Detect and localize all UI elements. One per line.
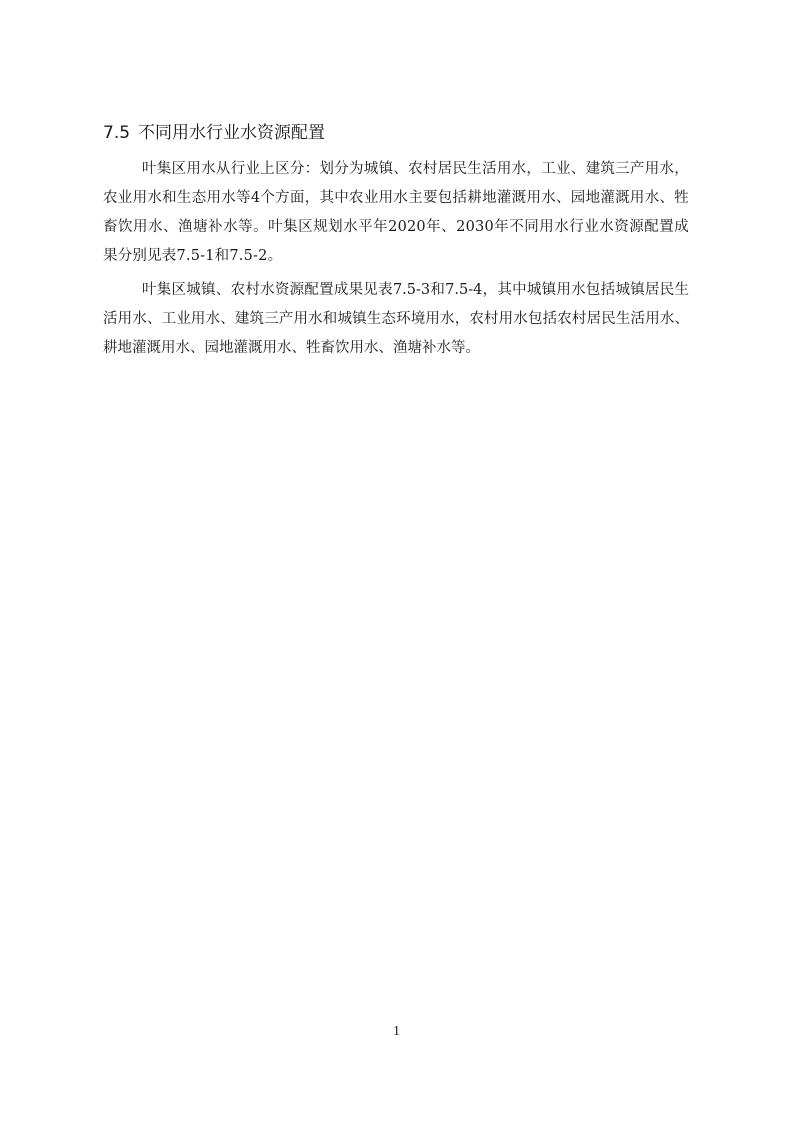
- page-number: 1: [393, 1024, 400, 1039]
- section-heading: [103, 121, 325, 145]
- body-paragraph-2: 叶集区城镇、农村水资源配置成果见表7.5-3和7.5-4，其中城镇用水包括城镇居民生活用水、工业用水、建筑三产用水和城镇生态环境用水，农村用水包括农村居民生活用水、耕地灌溉用水、园地灌溉用水、牲畜饮用水、渔塘补水等。: [103, 282, 689, 356]
- section-title: 不同用水行业水资源配置: [138, 123, 326, 143]
- body-paragraph-1: 叶集区用水从行业上区分：划分为城镇、农村居民生活用水，工业、建筑三产用水，农业用水和生态用水等4个方面，其中农业用水主要包括耕地灌溉用水、园地灌溉用水、牲畜饮用水、渔塘补水等。叶集区规划水平年2020年、2030年不同用水行业水资源配置成果分别见表7.5-1和7.5-2。: [103, 161, 689, 264]
- section-number: 7.5: [103, 123, 131, 143]
